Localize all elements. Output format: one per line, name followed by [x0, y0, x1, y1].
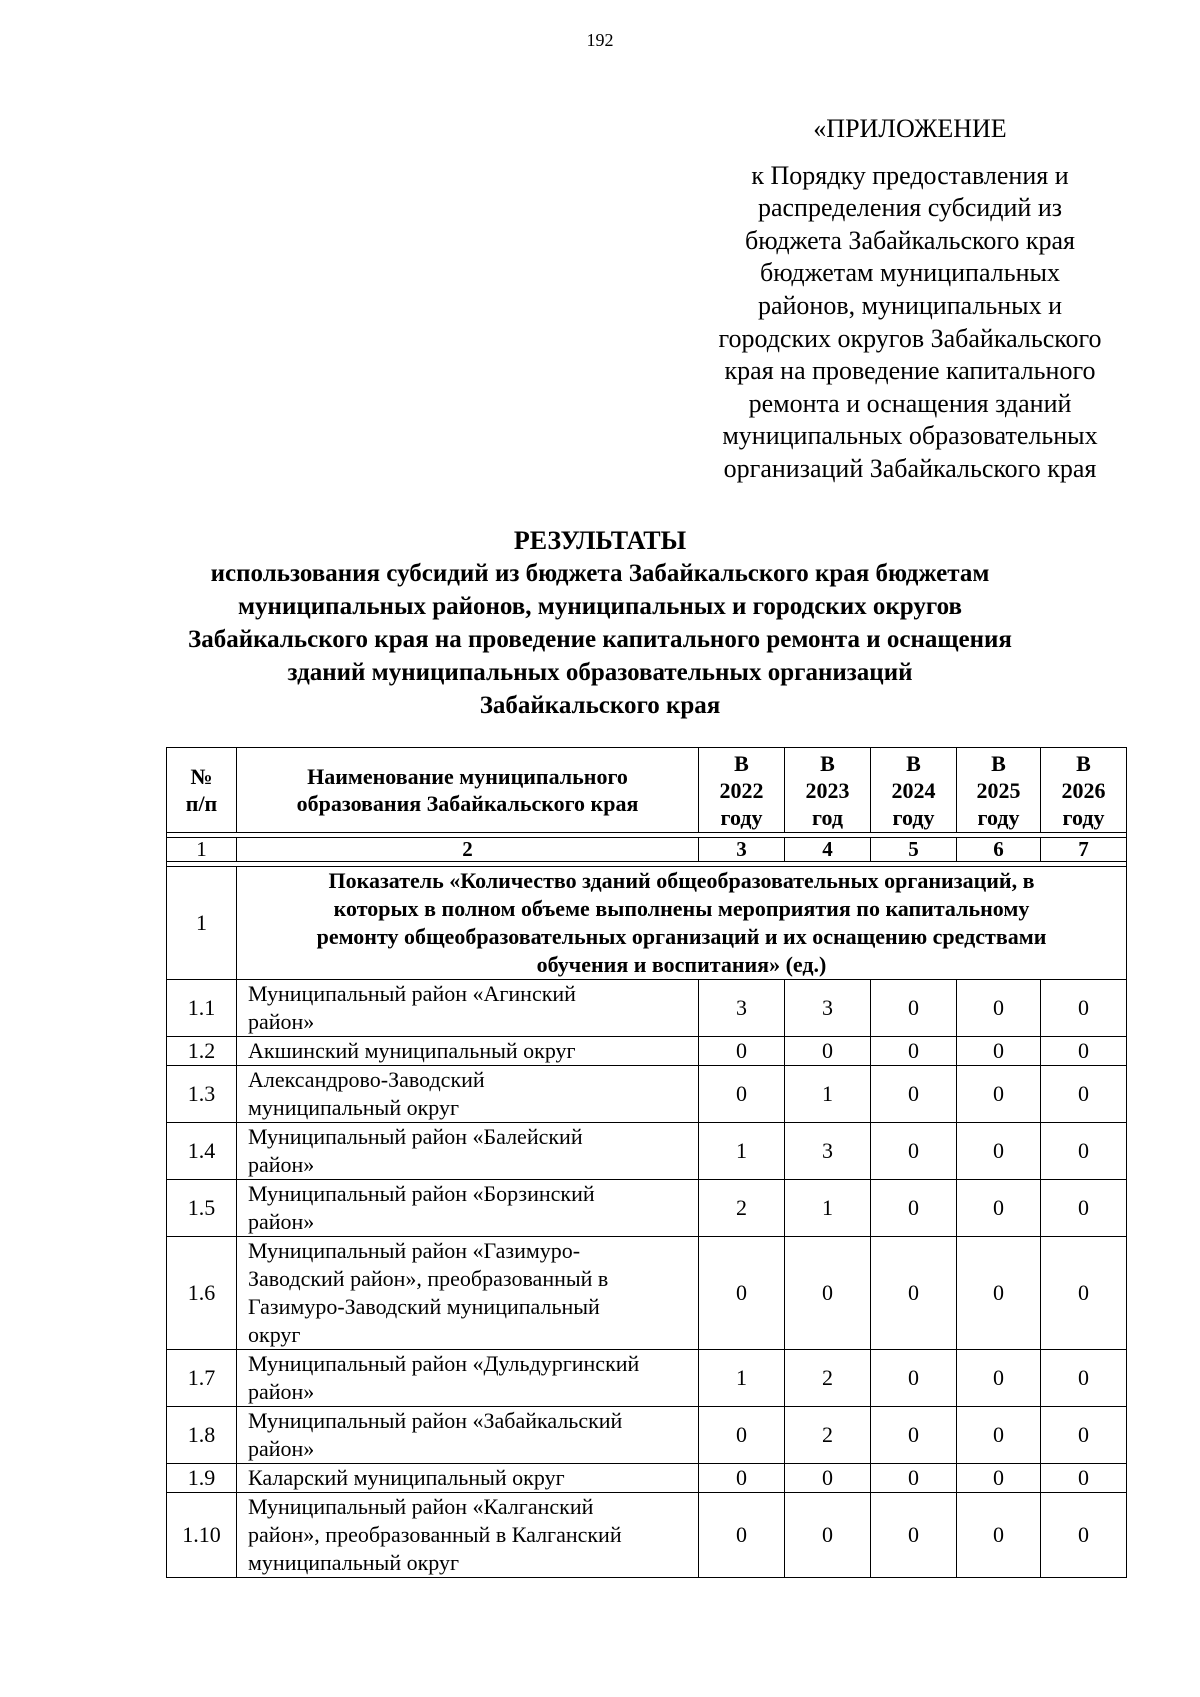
header-year-2026	[1041, 748, 1127, 833]
row-value-2023: 1	[785, 1066, 871, 1123]
row-value-2025: 0	[957, 1464, 1041, 1493]
row-num: 1.1	[167, 980, 237, 1037]
row-num: 1.8	[167, 1407, 237, 1464]
row-num: 1.3	[167, 1066, 237, 1123]
row-value-2024: 0	[871, 1407, 957, 1464]
row-value-2022: 1	[699, 1123, 785, 1180]
row-value-2024: 0	[871, 1123, 957, 1180]
row-value-2022: 1	[699, 1350, 785, 1407]
row-value-2026: 0	[1041, 980, 1127, 1037]
row-value-2026: 0	[1041, 1123, 1127, 1180]
row-value-2023: 2	[785, 1350, 871, 1407]
header-year-line: В	[991, 750, 1006, 776]
row-value-2022: 0	[699, 1237, 785, 1350]
results-subtitle-line: использования субсидий из бюджета Забайкальского края бюджетам	[210, 560, 990, 587]
table-row	[167, 1407, 1127, 1464]
row-value-2024: 0	[871, 980, 957, 1037]
row-name-line: округ	[248, 1322, 301, 1347]
header-year-line: В	[906, 750, 921, 776]
appendix-line: к Порядку предоставления и	[751, 160, 1069, 190]
column-number: 4	[785, 838, 871, 862]
column-number: 6	[957, 838, 1041, 862]
header-year-line: 2024	[891, 777, 936, 803]
table-row	[167, 1180, 1127, 1237]
row-value-2024: 0	[871, 1066, 957, 1123]
row-name	[237, 980, 699, 1037]
header-year-2024	[871, 748, 957, 833]
header-year-line: году	[720, 804, 763, 830]
row-name-line: район»	[248, 1009, 315, 1034]
row-num: 1.5	[167, 1180, 237, 1237]
row-name	[237, 1350, 699, 1407]
row-value-2023: 0	[785, 1493, 871, 1578]
row-name-line: Муниципальный район «Дульдургинский	[248, 1351, 640, 1376]
header-year-line: В	[820, 750, 835, 776]
appendix-line: распределения субсидий из	[757, 193, 1063, 223]
header-year-line: 2026	[1061, 777, 1106, 803]
row-name-line: Александрово-Заводский	[248, 1067, 485, 1092]
header-name-line: Наименование муниципального	[307, 764, 628, 789]
header-name	[237, 748, 699, 833]
appendix-line: муниципальных образовательных	[722, 421, 1098, 451]
row-value-2026: 0	[1041, 1037, 1127, 1066]
results-subtitle-line: Забайкальского края	[479, 692, 721, 719]
table-row	[167, 1066, 1127, 1123]
indicator-line: которых в полном объеме выполнены мероприятия по капитальному	[333, 896, 1030, 921]
appendix-line: ремонта и оснащения зданий	[748, 388, 1072, 418]
appendix-line: организаций Забайкальского края	[723, 453, 1097, 483]
row-name	[237, 1180, 699, 1237]
row-num: 1.2	[167, 1037, 237, 1066]
header-year-line: В	[1076, 750, 1091, 776]
row-name-line: Муниципальный район «Калганский	[248, 1494, 594, 1519]
column-numbers-row	[167, 838, 1127, 862]
row-value-2022: 3	[699, 980, 785, 1037]
table-row	[167, 1350, 1127, 1407]
row-name-line: муниципальный округ	[248, 1550, 460, 1575]
row-value-2025: 0	[957, 1407, 1041, 1464]
column-number: 5	[871, 838, 957, 862]
row-value-2024: 0	[871, 1350, 957, 1407]
row-num: 1.10	[167, 1493, 237, 1578]
row-name	[237, 1123, 699, 1180]
header-year-2022	[699, 748, 785, 833]
appendix-title: «ПРИЛОЖЕНИЕ	[813, 114, 1007, 143]
row-num: 1.4	[167, 1123, 237, 1180]
row-value-2024: 0	[871, 1493, 957, 1578]
row-name-line: Акшинский муниципальный округ	[248, 1038, 576, 1063]
row-value-2025: 0	[957, 1180, 1041, 1237]
appendix-line: районов, муниципальных и	[757, 290, 1063, 320]
column-number: 3	[699, 838, 785, 862]
row-value-2023: 0	[785, 1464, 871, 1493]
row-num: 1.7	[167, 1350, 237, 1407]
row-value-2022: 0	[699, 1464, 785, 1493]
row-value-2023: 3	[785, 1123, 871, 1180]
results-subtitle-line: муниципальных районов, муниципальных и городских округов	[238, 593, 962, 620]
row-value-2024: 0	[871, 1037, 957, 1066]
row-name-line: муниципальный округ	[248, 1095, 460, 1120]
row-name-line: Муниципальный район «Балейский	[248, 1124, 583, 1149]
row-name	[237, 1493, 699, 1578]
results-subtitle-line: зданий муниципальных образовательных организаций	[287, 659, 913, 686]
indicator-row	[167, 867, 1127, 980]
header-num-line: №	[190, 764, 213, 789]
row-value-2025: 0	[957, 1037, 1041, 1066]
row-name-line: район», преобразованный в Калганский	[248, 1522, 622, 1547]
header-year-line: году	[977, 804, 1020, 830]
row-name	[237, 1237, 699, 1350]
row-value-2022: 0	[699, 1493, 785, 1578]
row-value-2023: 0	[785, 1237, 871, 1350]
row-value-2023: 1	[785, 1180, 871, 1237]
row-value-2026: 0	[1041, 1493, 1127, 1578]
row-name-line: Муниципальный район «Забайкальский	[248, 1408, 623, 1433]
row-name	[237, 1464, 699, 1493]
row-name	[237, 1407, 699, 1464]
row-name	[237, 1066, 699, 1123]
header-year-line: год	[812, 804, 843, 830]
row-value-2024: 0	[871, 1180, 957, 1237]
appendix-line: края на проведение капитального	[724, 356, 1096, 386]
column-number: 1	[167, 838, 237, 862]
results-subtitle-line: Забайкальского края на проведение капитального ремонта и оснащения	[188, 626, 1012, 653]
row-value-2023: 2	[785, 1407, 871, 1464]
row-name-line: Муниципальный район «Агинский	[248, 981, 576, 1006]
row-value-2022: 0	[699, 1066, 785, 1123]
row-value-2023: 3	[785, 980, 871, 1037]
row-name-line: Муниципальный район «Газимуро-	[248, 1238, 581, 1263]
row-name-line: район»	[248, 1379, 315, 1404]
row-value-2026: 0	[1041, 1066, 1127, 1123]
appendix-block	[680, 113, 1140, 486]
row-value-2024: 0	[871, 1237, 957, 1350]
header-year-line: году	[1062, 804, 1105, 830]
row-value-2022: 2	[699, 1180, 785, 1237]
column-number: 7	[1041, 838, 1127, 862]
row-name-line: Муниципальный район «Борзинский	[248, 1181, 595, 1206]
row-value-2026: 0	[1041, 1407, 1127, 1464]
header-year-line: 2022	[719, 777, 764, 803]
row-value-2026: 0	[1041, 1237, 1127, 1350]
row-value-2025: 0	[957, 1237, 1041, 1350]
results-subtitle	[120, 557, 1080, 722]
row-value-2025: 0	[957, 1066, 1041, 1123]
row-value-2025: 0	[957, 1493, 1041, 1578]
header-year-2025	[957, 748, 1041, 833]
table-row	[167, 1037, 1127, 1066]
appendix-line: бюджета Забайкальского края	[744, 225, 1076, 255]
row-value-2025: 0	[957, 1350, 1041, 1407]
table-row	[167, 980, 1127, 1037]
indicator-line: обучения и воспитания» (ед.)	[536, 952, 827, 977]
row-num: 1.9	[167, 1464, 237, 1493]
row-num: 1.6	[167, 1237, 237, 1350]
row-value-2026: 0	[1041, 1464, 1127, 1493]
row-name-line: район»	[248, 1209, 315, 1234]
row-name-line: район»	[248, 1152, 315, 1177]
table-row	[167, 1123, 1127, 1180]
page-number: 192	[586, 30, 614, 50]
row-name-line: Каларский муниципальный округ	[248, 1465, 565, 1490]
row-value-2025: 0	[957, 1123, 1041, 1180]
results-title: РЕЗУЛЬТАТЫ	[513, 526, 687, 555]
row-value-2026: 0	[1041, 1350, 1127, 1407]
table-row	[167, 1464, 1127, 1493]
header-year-line: 2023	[805, 777, 850, 803]
row-value-2025: 0	[957, 980, 1041, 1037]
header-name-line: образования Забайкальского края	[296, 791, 639, 816]
row-value-2022: 0	[699, 1407, 785, 1464]
appendix-line: городских округов Забайкальского	[718, 323, 1102, 353]
table-row	[167, 1493, 1127, 1578]
row-value-2023: 0	[785, 1037, 871, 1066]
indicator-text	[237, 867, 1127, 980]
results-table	[166, 747, 1127, 1578]
header-year-2023	[785, 748, 871, 833]
row-name-line: Заводский район», преобразованный в	[248, 1266, 609, 1291]
row-name	[237, 1037, 699, 1066]
appendix-line: бюджетам муниципальных	[760, 258, 1060, 288]
header-year-line: 2025	[976, 777, 1021, 803]
column-number: 2	[237, 838, 699, 862]
row-value-2022: 0	[699, 1037, 785, 1066]
table-header-row	[167, 748, 1127, 833]
row-name-line: район»	[248, 1436, 315, 1461]
row-name-line: Газимуро-Заводский муниципальный	[248, 1294, 600, 1319]
row-value-2024: 0	[871, 1464, 957, 1493]
header-num-line: п/п	[185, 791, 218, 816]
row-value-2026: 0	[1041, 1180, 1127, 1237]
indicator-num: 1	[167, 867, 237, 980]
header-num	[167, 748, 237, 833]
table-row	[167, 1237, 1127, 1350]
header-year-line: В	[734, 750, 749, 776]
indicator-line: ремонту общеобразовательных организаций и их оснащению средствами	[316, 924, 1047, 949]
indicator-line: Показатель «Количество зданий общеобразовательных организаций, в	[328, 868, 1035, 893]
header-year-line: году	[892, 804, 935, 830]
